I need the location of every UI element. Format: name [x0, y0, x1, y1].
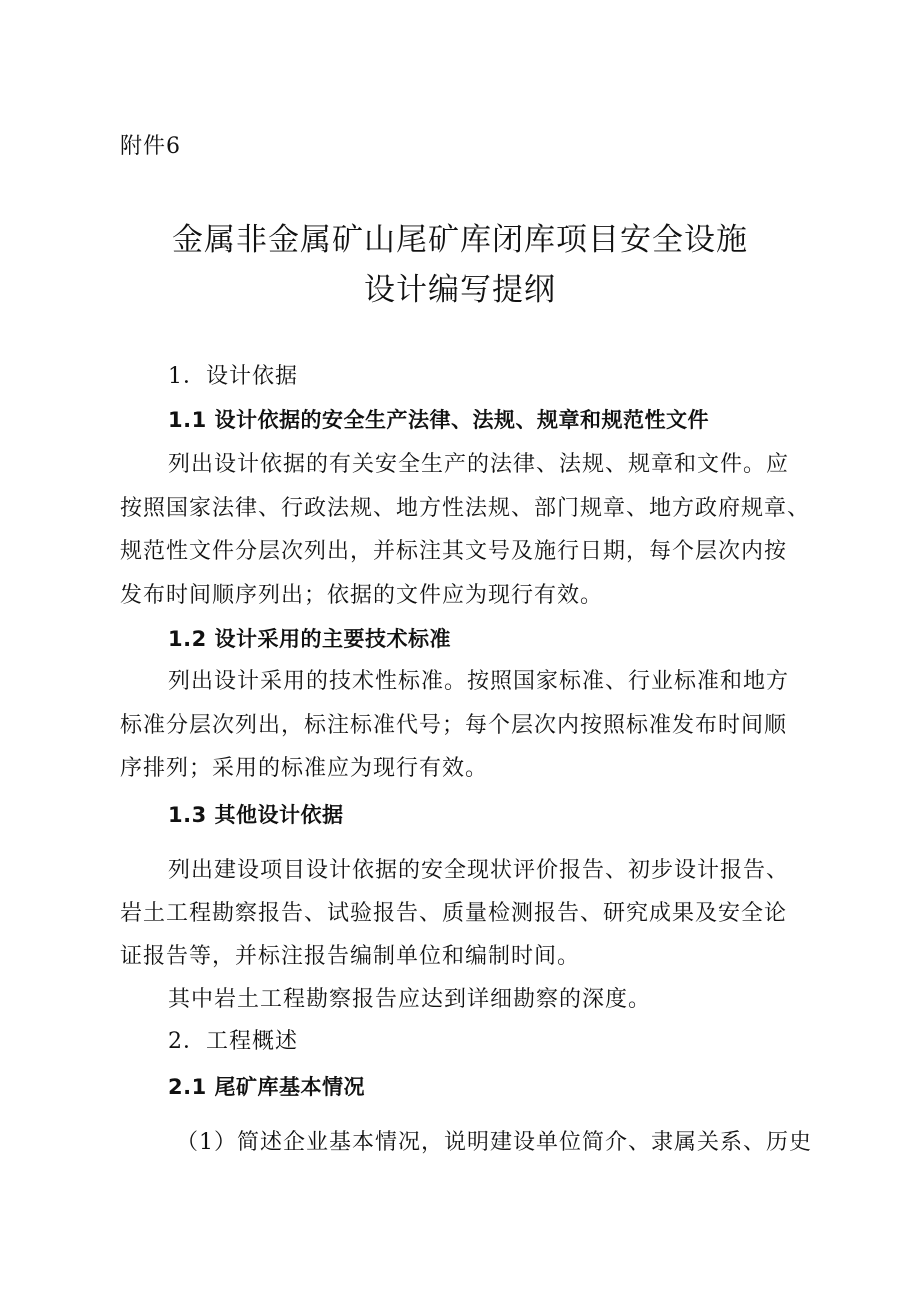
section-1-1-heading: 1.1 设计依据的安全生产法律、法规、规章和规范性文件	[168, 408, 710, 432]
section-2-heading: 2．工程概述	[168, 1029, 298, 1054]
document-title-line-1: 金属非金属矿山尾矿库闭库项目安全设施	[172, 222, 748, 258]
section-1-1-paragraph-line: 发布时间顺序列出；依据的文件应为现行有效。	[120, 583, 604, 608]
section-1-2-paragraph-line: 序排列；采用的标准应为现行有效。	[120, 756, 489, 781]
section-1-3-paragraph-line: 证报告等，并标注报告编制单位和编制时间。	[120, 944, 581, 969]
document-title-line-2: 设计编写提纲	[364, 272, 556, 308]
attachment-label: 附件6	[120, 134, 181, 159]
section-1-1-paragraph-line: 规范性文件分层次列出，并标注其文号及施行日期，每个层次内按	[120, 539, 788, 564]
section-2-1-item-1: （1）简述企业基本情况，说明建设单位简介、隶属关系、历史	[176, 1130, 812, 1155]
section-1-1-paragraph-line: 列出设计依据的有关安全生产的法律、法规、规章和文件。应	[168, 452, 790, 477]
section-1-3-paragraph-line: 其中岩土工程勘察报告应达到详细勘察的深度。	[168, 987, 652, 1012]
section-2-1-heading: 2.1 尾矿库基本情况	[168, 1075, 366, 1099]
section-1-2-heading: 1.2 设计采用的主要技术标准	[168, 627, 452, 651]
section-1-2-paragraph-line: 列出设计采用的技术性标准。按照国家标准、行业标准和地方	[168, 669, 790, 694]
section-1-heading: 1．设计依据	[168, 364, 298, 389]
section-1-3-paragraph-line: 列出建设项目设计依据的安全现状评价报告、初步设计报告、	[168, 858, 790, 883]
section-1-1-paragraph-line: 按照国家法律、行政法规、地方性法规、部门规章、地方政府规章、	[120, 496, 811, 521]
section-1-2-paragraph-line: 标准分层次列出，标注标准代号；每个层次内按照标准发布时间顺	[120, 713, 788, 738]
section-1-3-paragraph-line: 岩土工程勘察报告、试验报告、质量检测报告、研究成果及安全论	[120, 901, 788, 926]
section-1-3-heading: 1.3 其他设计依据	[168, 803, 344, 827]
